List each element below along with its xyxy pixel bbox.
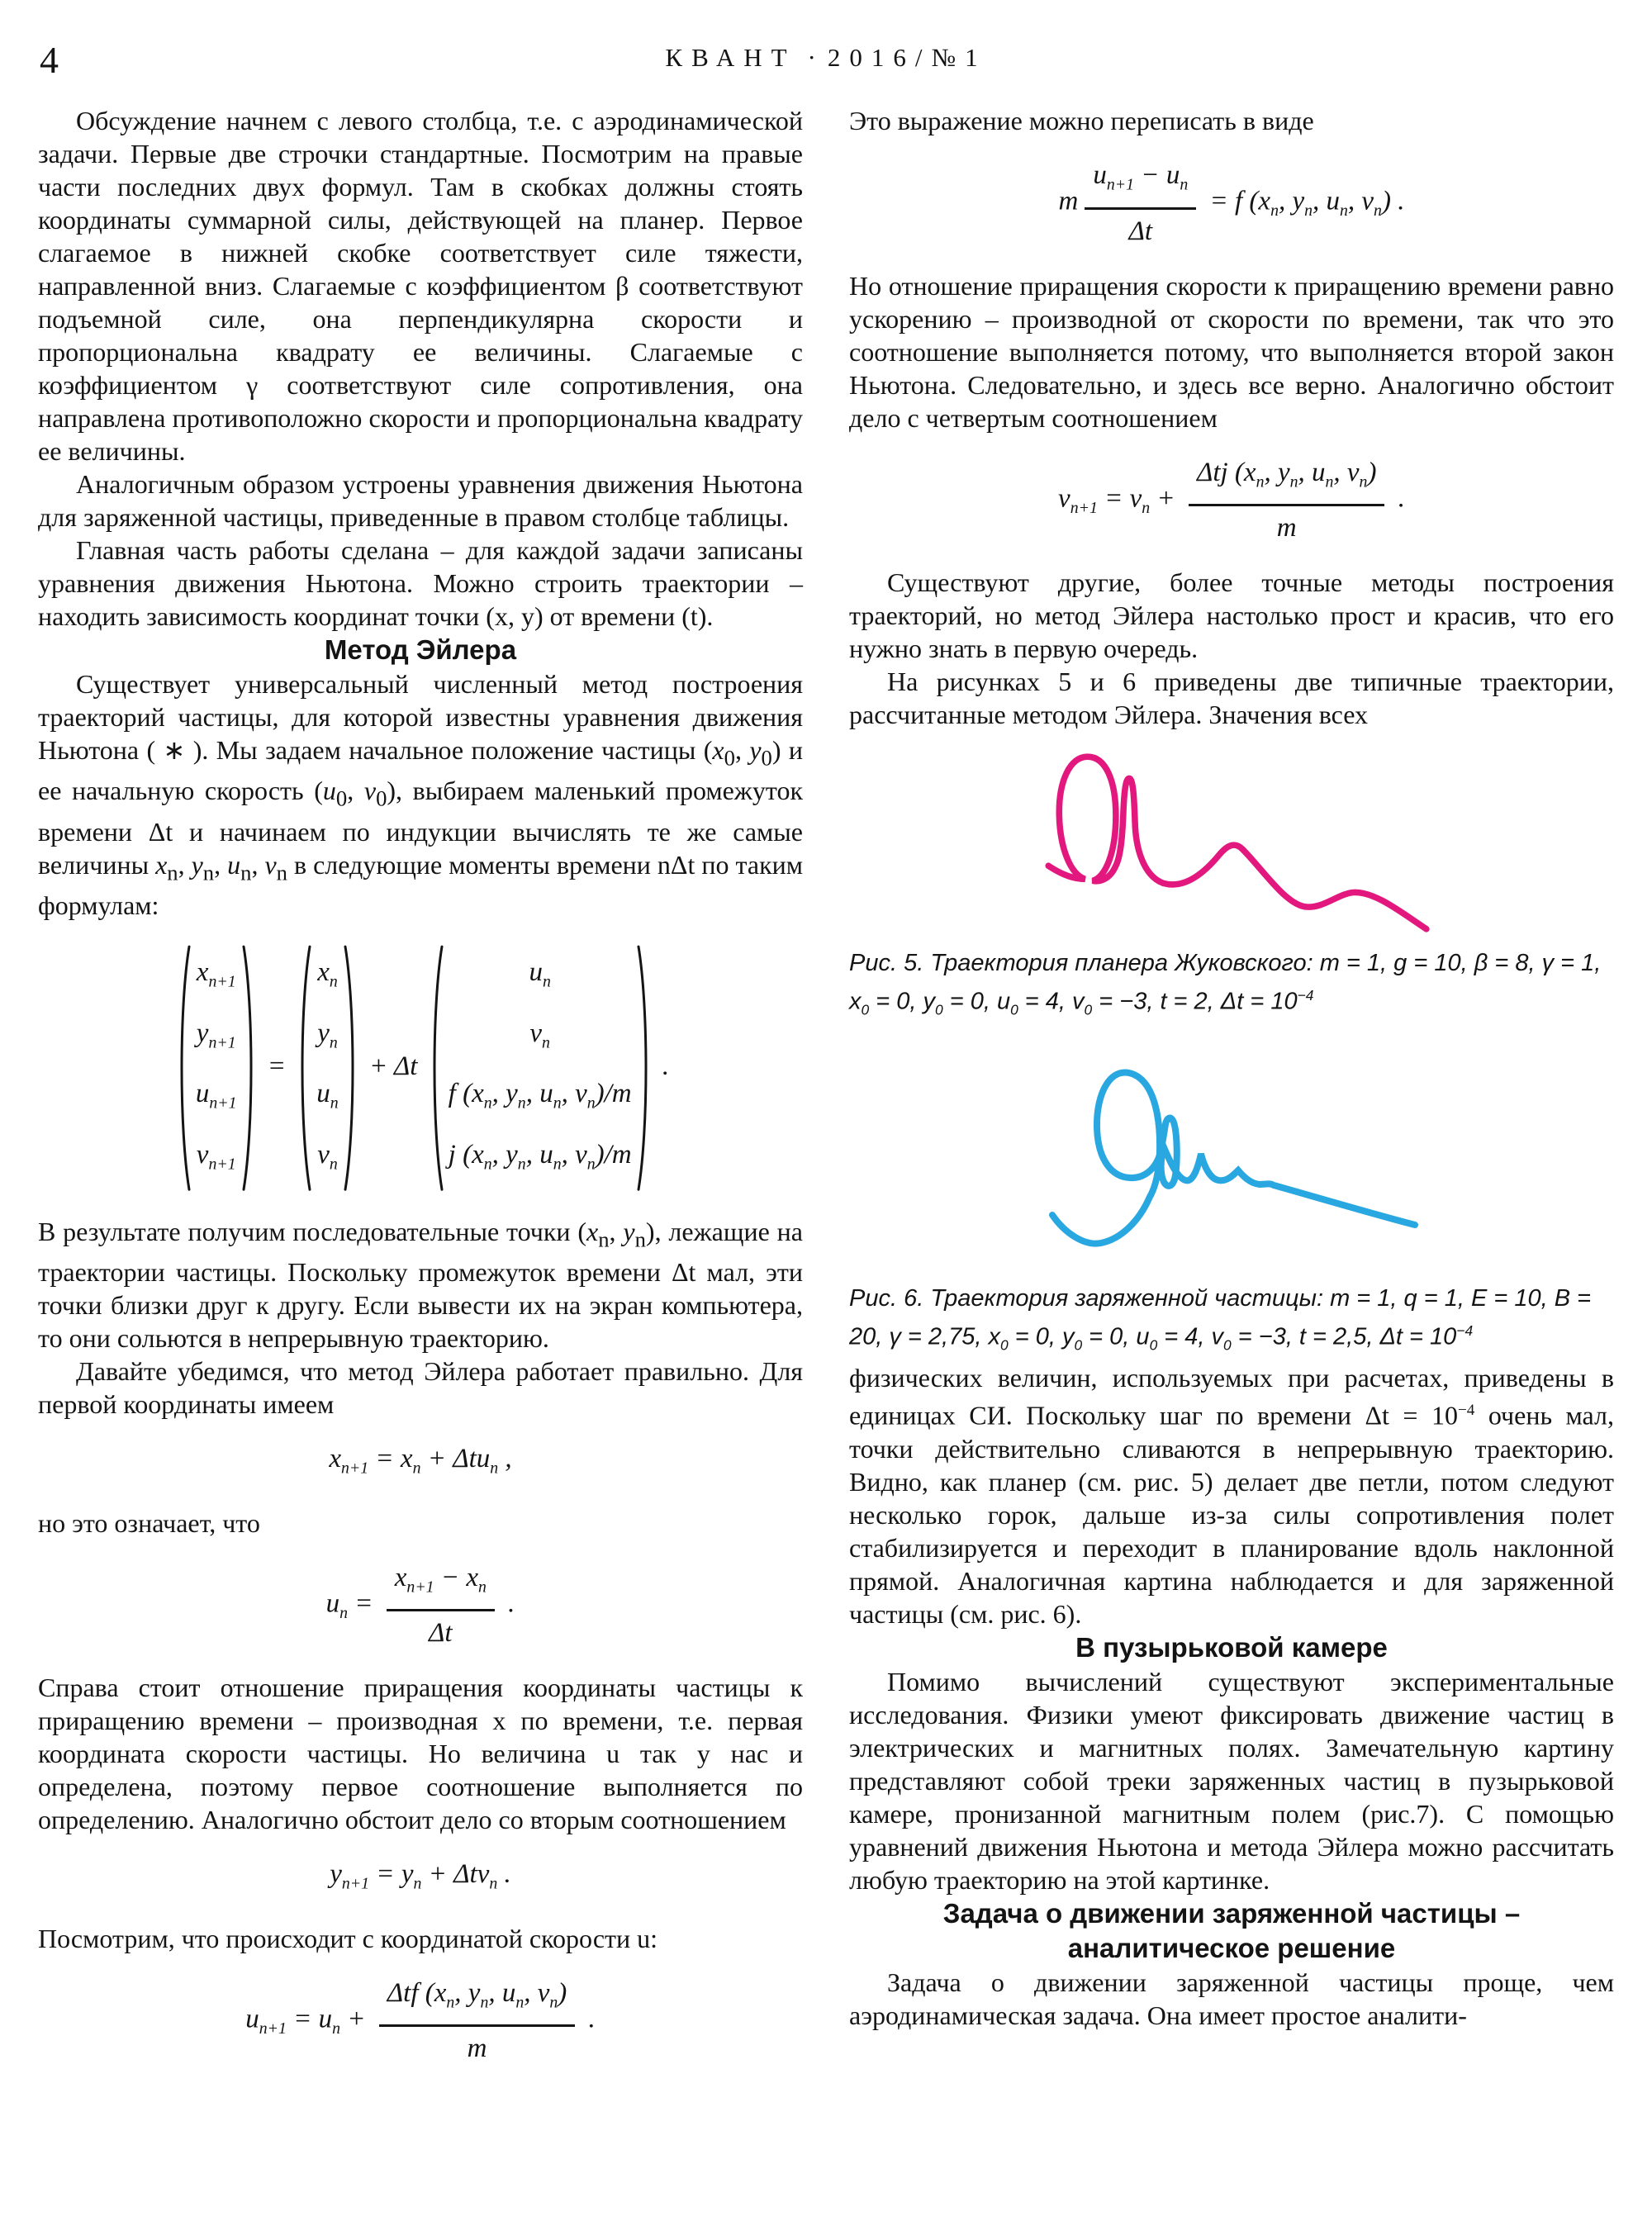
right-paren-icon xyxy=(240,942,257,1194)
paragraph-acceleration: Но отношение приращения скорости к приращению времени равно ускорению – производной от скорости по времени, так что это соотношение выполняется потому, что выполняется второй закон Ньютона. Следовательно, и здесь все верно. Аналогично обстоит дело с четвертым соотношением xyxy=(849,270,1614,433)
formula-newton-ratio: m $\frac{u_{n+1} - u_n}{\Delta t}$ = f ($x_n$, $y_n$, $u_n$, $v_n$) . xyxy=(849,157,1614,249)
paragraph-si-units: физических величин, используемых при расчетах, приведены в единицах СИ. Поскольку шаг по времени $\Delta t = 10^{-4}$ очень мал, точки действительно сливаются в непрерывную траекторию. Видно, как планер (см. рис. 5) делает две петли, потом следуют несколько горок, дальше из-за силы сопротивления полет стабилизируется и переходит в планирование вдоль наклонной прямой. Аналогичная картина наблюдается и для заряженной частицы (см. рис. 6). xyxy=(849,1363,1615,1629)
paragraph-euler-intro: Существует универсальный численный метод построения траекторий частицы, для которой известны уравнения движения Ньютона ( ∗ ). Мы задаем начальное положение частицы ($x_0$, $y_0$) и ее начальную скорость ($u_0$, $v_0$), выбираем маленький промежуток времени Δt и начинаем по индукции вычислять те же самые величины $x_n$, $y_n$, $u_n$, $v_n$ в следующие моменты времени nΔt по таким формулам: xyxy=(38,669,804,921)
paragraph-analytic-intro: Задача о движении заряженной частицы проще, чем аэродинамическая задача. Она имеет простое аналити- xyxy=(849,1967,1614,2030)
heading-bubble-chamber: В пузырьковой камере xyxy=(1075,1631,1388,1663)
two-column-layout xyxy=(38,104,1614,2086)
fig5-trajectory-curve xyxy=(1048,757,1427,929)
header-separator: · xyxy=(807,43,816,72)
formula-v-update: $v_{n+1} = v_n$ + Δtj ($x_n$, $y_n$, $u_n$, $v_n$) m . xyxy=(849,454,1614,547)
formula-y-update: $y_{n+1} = y_n + \Delta tv_n$ . xyxy=(330,1859,511,1893)
journal-title: КВАНТ xyxy=(665,43,796,72)
right-paren-icon xyxy=(635,942,652,1194)
formula-x-update: $x_{n+1} = x_n + \Delta tu_n$ , xyxy=(329,1443,512,1478)
heading-euler-method: Метод Эйлера xyxy=(324,634,517,665)
fig6-trajectory-curve xyxy=(1052,1072,1415,1243)
paragraph-right-side-ratio: Справа стоит отношение приращения координаты частицы к приращению времени – производная x по времени, т.е. первая координата скорости частицы. Но величина u так у нас и определена, поэтому первое соотношение выполняется по определению. Аналогично обстоит дело со вторым соотношением xyxy=(38,1673,803,1835)
page-header xyxy=(38,25,1614,89)
journal-issue: 2016/№1 xyxy=(827,43,987,72)
right-column xyxy=(849,104,1614,2086)
glider-trajectory-figure xyxy=(849,739,1614,947)
charged-particle-trajectory-figure xyxy=(849,1035,1614,1283)
paragraph-figures-intro: На рисунках 5 и 6 приведены две типичные траектории, рассчитанные методом Эйлера. Значения всех xyxy=(849,667,1614,730)
journal-header xyxy=(665,43,986,73)
heading-analytic-solution: Задача о движении заряженной частицы – аналитическое решение xyxy=(942,1897,1521,1963)
vector-next-state: $x_{n+1}$ $y_{n+1}$ $u_{n+1}$ $v_{n+1}$ xyxy=(176,942,257,1194)
paragraph-rewrite: Это выражение можно переписать в виде xyxy=(849,106,1314,135)
figure-6-caption: Рис. 6. Траектория заряженной частицы: m = 1, q = 1, E = 10, B = 20, γ = 2,75, $x_0 = 0$, $y_0 = 0$, $u_0 = 4$, $v_0 = -3$, t = 2,5, $\Delta t = 10^{-4}$ xyxy=(849,1284,1592,1354)
formula-u-update: $u_{n+1} = u_n$ + Δtf ($x_n$, $y_n$, $u_n$, $v_n$) m . xyxy=(38,1975,803,2067)
paragraph-result-points: В результате получим последовательные точки ($x_n$, $y_n$), лежащие на траектории частицы. Поскольку промежуток времени Δt мал, эти точки близки друг к другу. Если вывести их на экран компьютера, то они сольются в непрерывную траекторию. xyxy=(38,1216,803,1353)
fraction: $\frac{u_{n+1} - u_n}{\Delta t}$ xyxy=(1085,157,1196,249)
vector-derivatives: $u_n$ $v_n$ f ($x_n$, $y_n$, $u_n$, $v_n)/m$ j ($x_n$, $y_n$, $u_n$, $v_n)/m$ xyxy=(429,942,652,1194)
paragraph-aerodynamic: Обсуждение начнем с левого столбца, т.е. с аэродинамической задачи. Первые две строчки стандартные. Посмотрим на правые части последних двух формул. Там в скобках должны стоять координаты суммарной силы, действующей на планер. Первое слагаемое в нижней скобке соответствует силе тяжести, направленной вниз. Слагаемые с коэффициентом β соответствуют подъемной силе, она перпендикулярна скорости и пропорциональна квадрату ее величины. Слагаемые с коэффициентом γ соответствуют силе сопротивления, она направлена противоположно скорости и пропорциональна квадрату ее величины. xyxy=(38,106,803,466)
paragraph-charged-analog: Аналогичным образом устроены уравнения движения Ньютона для заряженной частицы, приведенные в правом столбце таблицы. xyxy=(38,469,803,532)
formula-u-definition: $u_n$ = $\frac{x_{n+1} - x_n}{\Delta t}$ . xyxy=(38,1559,803,1652)
paragraph-velocity-coordinate: Посмотрим, что происходит с координатой скорости u: xyxy=(38,1923,658,1953)
right-paren-icon xyxy=(342,942,358,1194)
paragraph-lets-verify: Давайте убедимся, что метод Эйлера работает правильно. Для первой координаты имеем xyxy=(38,1355,803,1419)
page-number: 4 xyxy=(40,39,59,81)
figure-6 xyxy=(849,1035,1614,1361)
fraction: $\frac{x_{n+1} - x_n}{\Delta t}$ xyxy=(387,1559,495,1652)
left-paren-icon xyxy=(176,942,192,1194)
fraction: Δtf ($x_n$, $y_n$, $u_n$, $v_n$) m xyxy=(379,1975,575,2067)
fraction: Δtj ($x_n$, $y_n$, $u_n$, $v_n$) m xyxy=(1189,454,1384,547)
figure-5 xyxy=(849,739,1614,1026)
paragraph-this-means: но это означает, что xyxy=(38,1507,260,1538)
paragraph-other-methods: Существуют другие, более точные методы построения траекторий, но метод Эйлера настолько прост и красив, что его нужно знать в первую очередь. xyxy=(849,567,1614,664)
formula-euler-matrix: $x_{n+1}$ $y_{n+1}$ $u_{n+1}$ $v_{n+1}$ = $x_n$ $y_n$ $u_n$ $v_n$ + Δt $u_n$ $v_n$ f ($x_n$, $y_n$, $u_n$, $v_n)/m$ j ($x_n$, $y_n$, $u_n$, $v_n)/m$ . xyxy=(38,942,803,1194)
left-paren-icon xyxy=(297,942,313,1194)
paragraph-experiments: Помимо вычислений существуют экспериментальные исследования. Физики умеют фиксировать движение частиц в электрических и магнитных полях. Замечательную картину представляют собой треки заряженных частиц в пузырьковой камере, пронизанной магнитным полем (рис.7). С помощью уравнений движения Ньютона и метода Эйлера можно рассчитать любую траекторию на этой картинке. xyxy=(849,1666,1614,1895)
left-paren-icon xyxy=(429,942,445,1194)
left-column xyxy=(38,104,803,2086)
vector-current-state: $x_n$ $y_n$ $u_n$ $v_n$ xyxy=(297,942,358,1194)
paragraph-main-part: Главная часть работы сделана – для каждой задачи записаны уравнения движения Ньютона. Можно строить траектории – находить зависимость координат точки (x, y) от времени (t). xyxy=(38,535,803,631)
figure-5-caption: Рис. 5. Траектория планера Жуковского: m = 1, g = 10, β = 8, γ = 1, $x_0 = 0$, $y_0 = 0$, $u_0 = 4$, $v_0 = -3$, t = 2, $\Delta t = 10^{-4}$ xyxy=(849,950,1602,1018)
